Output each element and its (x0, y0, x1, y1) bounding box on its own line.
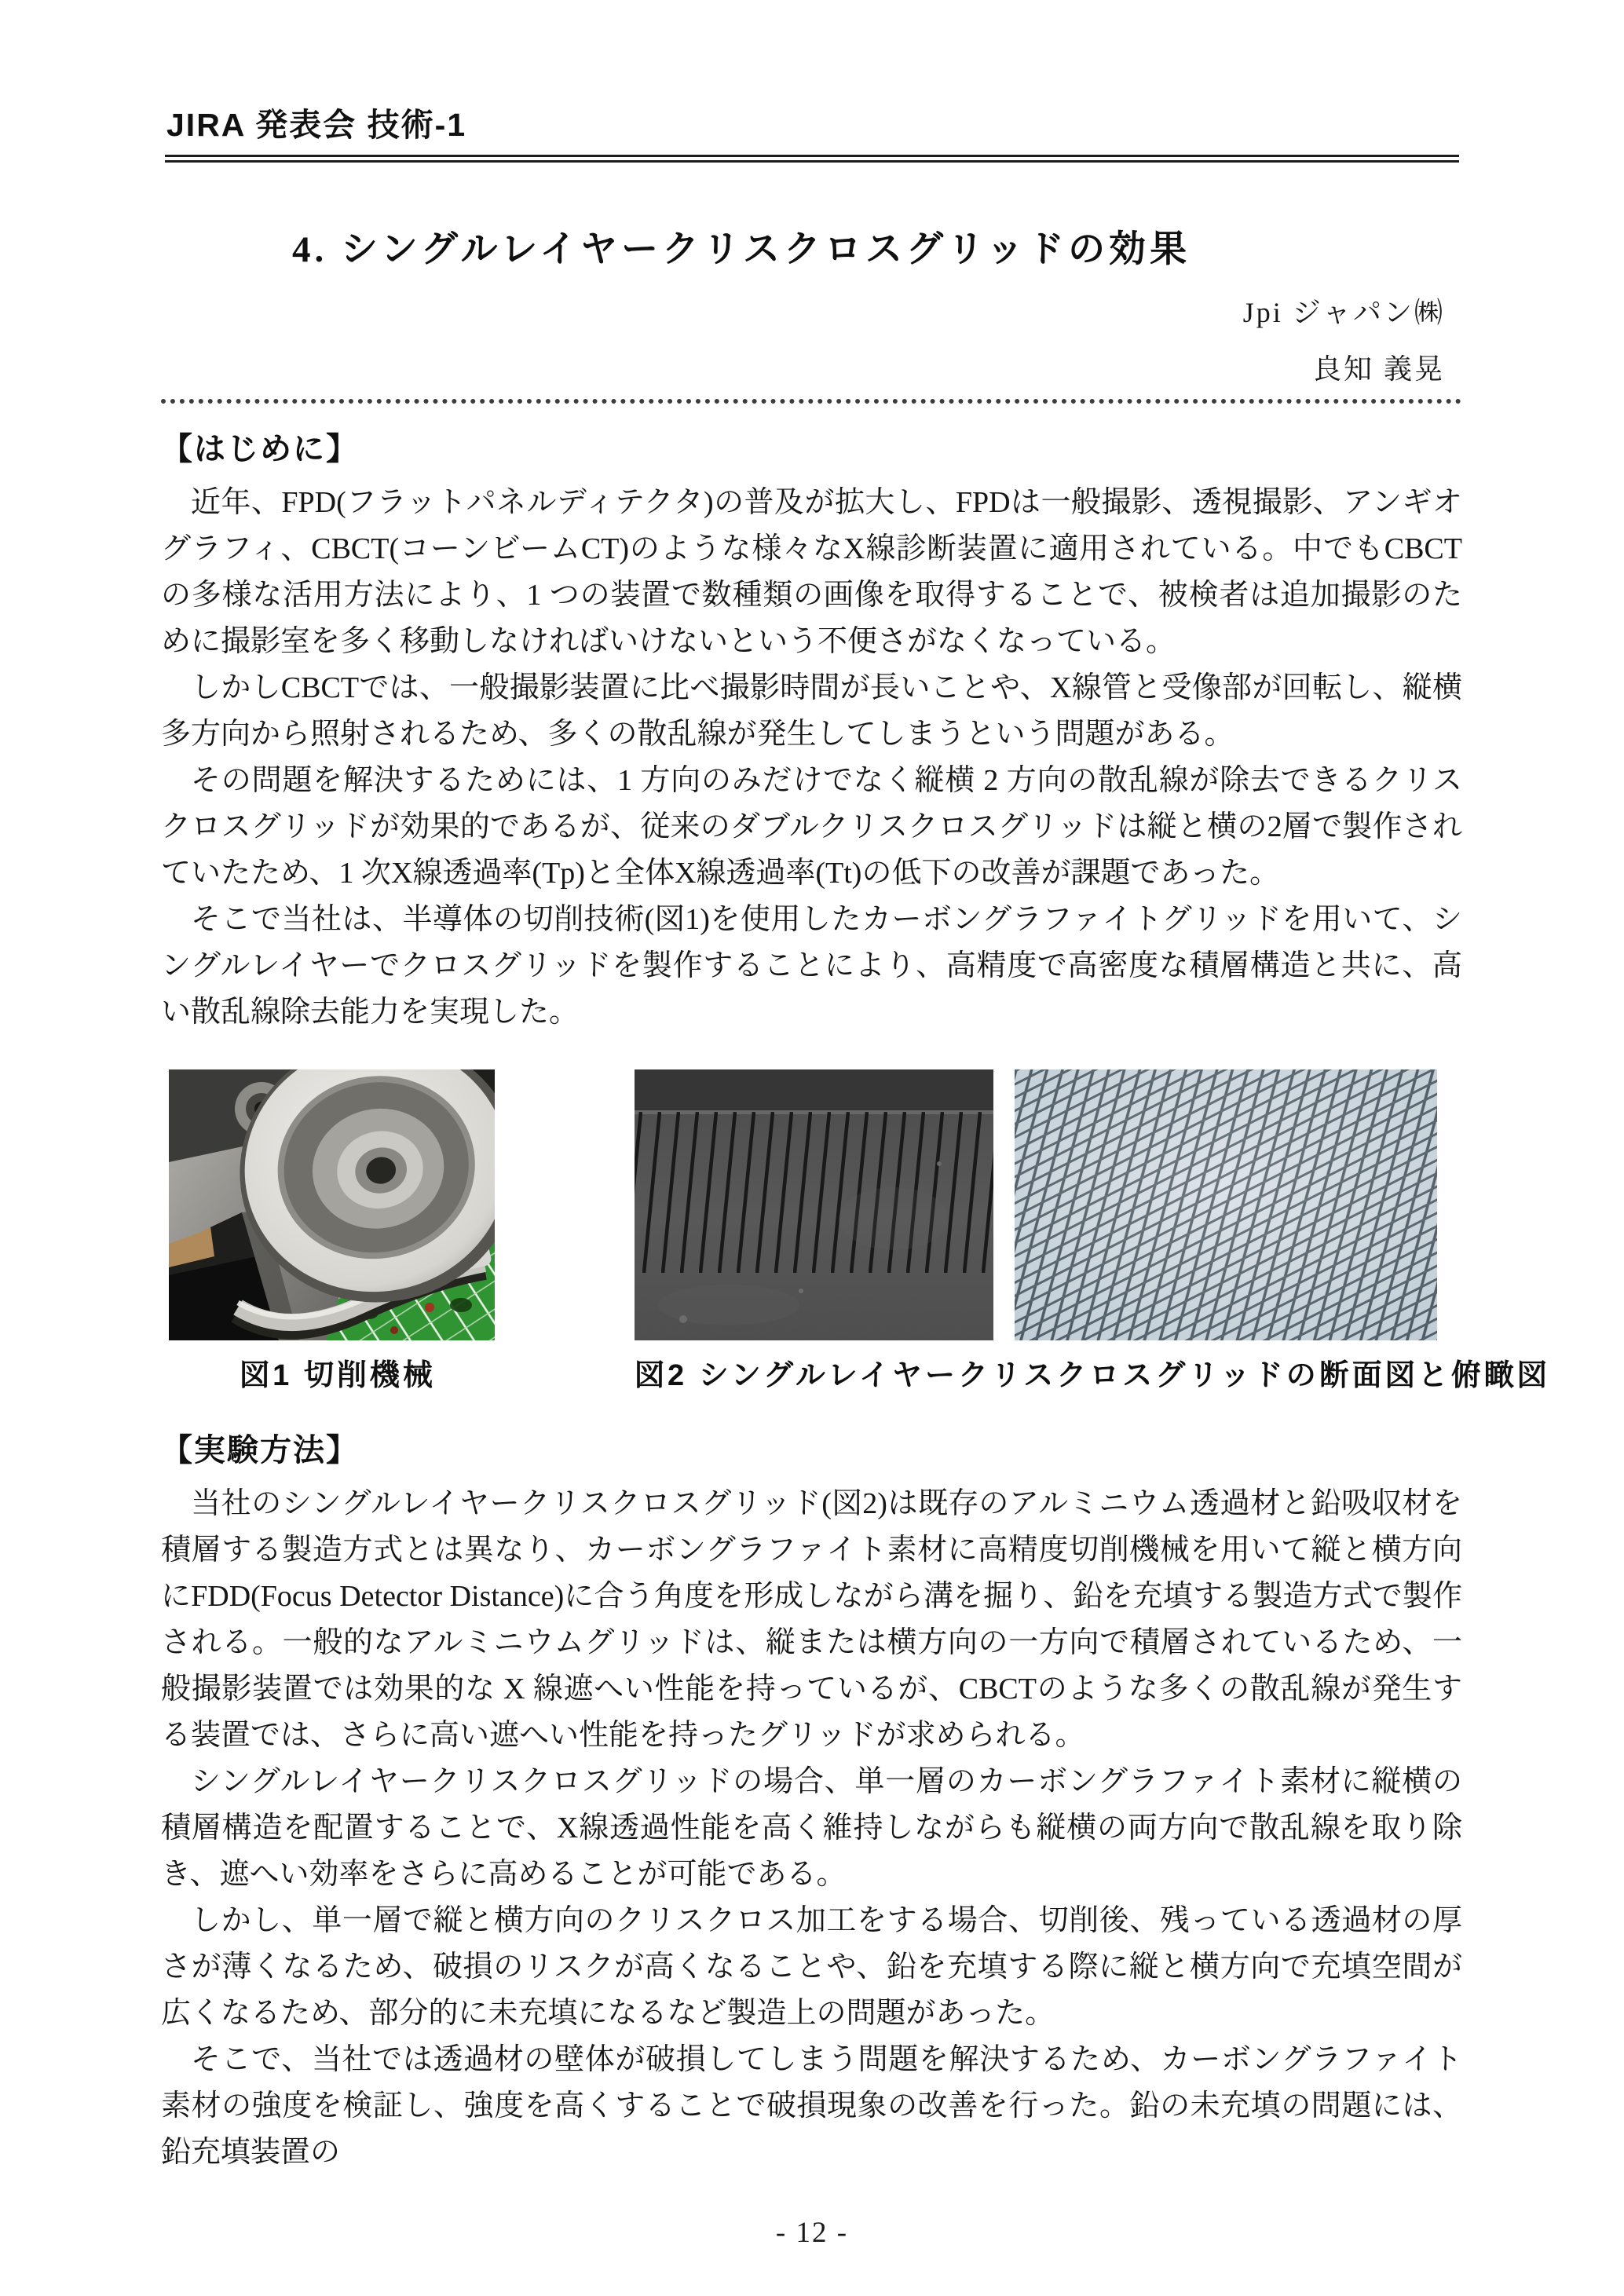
article-title: 4. シングルレイヤークリスクロスグリッドの効果 (292, 229, 1191, 270)
dotted-divider (161, 393, 1461, 404)
author-block (1243, 284, 1445, 397)
paragraph: しかしCBCTでは、一般撮影装置に比べ撮影時間が長いことや、X線管と受像部が回転し、縦横多方向から照射されるため、多くの散乱線が発生してしまうという問題がある。 (161, 671, 1462, 751)
section-heading-method: 【実験方法】 (161, 1433, 359, 1468)
page-number: - 12 - (775, 2217, 849, 2249)
paragraph: そこで、当社では透過材の壁体が破損してしまう問題を解決するため、カーボングラファイト素材の強度を検証し、強度を高くすることで破損現象の改善を行った。鉛の未充填の問題には、鉛充填装置の (161, 2043, 1462, 2169)
figure2-cross-section-photo (635, 1069, 993, 1340)
paragraph: その問題を解決するためには、1 方向のみだけでなく縦横 2 方向の散乱線が除去できるクリスクロスグリッドが効果的であるが、従来のダブルクリスクロスグリッドは縦と横の2層で製作されていたため、1 次X線透過率(Tp)と全体X線透過率(Tt)の低下の改善が課題であった。 (161, 764, 1462, 890)
section-introduction (161, 426, 1462, 1036)
paragraph: 近年、FPD(フラットパネルディテクタ)の普及が拡大し、FPDは一般撮影、透視撮影、アンギオグラフィ、CBCT(コーンビームCT)のような様々なX線診断装置に適用されている。中でもCBCTの多様な活用方法により、1 つの装置で数種類の画像を取得することで、被検者は追加撮影のために撮影室を多く移動しなければいけないという不便さがなくなっている。 (161, 486, 1462, 658)
section-method (161, 1428, 1462, 2176)
author-organization: Jpi ジャパン㈱ (1242, 297, 1445, 328)
page-header-label: JIRA 発表会 技術-1 (166, 107, 467, 143)
paragraph: シングルレイヤークリスクロスグリッドの場合、単一層のカーボングラファイト素材に縦横の積層構造を配置することで、X線透過性能を高く維持しながらも縦横の両方向で散乱線を取り除き、遮へい効率をさらに高めることが可能である。 (161, 1765, 1462, 1891)
section-heading-introduction: 【はじめに】 (161, 432, 359, 466)
author-name: 良知 義晃 (1312, 353, 1445, 385)
figure2-caption: 図2 シングルレイヤークリスクロスグリッドの断面図と俯瞰図 (635, 1359, 1550, 1392)
figure2-top-view-photo (1015, 1069, 1437, 1340)
paragraph: しかし、単一層で縦と横方向のクリスクロス加工をする場合、切削後、残っている透過材の厚さが薄くなるため、破損のリスクが高くなることや、鉛を充填する際に縦と横方向で充填空間が広くなるため、部分的に未充填になるなど製造上の問題があった。 (161, 1904, 1462, 2030)
figure1-cutting-machine-photo (169, 1069, 495, 1340)
figure1-caption: 図1 切削機械 (240, 1359, 436, 1392)
paragraph: 当社のシングルレイヤークリスクロスグリッド(図2)は既存のアルミニウム透過材と鉛吸収材を積層する製造方式とは異なり、カーボングラファイト素材に高精度切削機械を用いて縦と横方向にFDD(Focus Detector Distance)に合う角度を形成しながら溝を掘り、鉛を充填する製造方式で製作される。一般的なアルミニウムグリッドは、縦または横方向の一方向で積層されているため、一般撮影装置では効果的な X 線遮へい性能を持っているが、CBCTのような多くの散乱線が発生する装置では、さらに高い遮へい性能を持ったグリッドが求められる。 (161, 1487, 1462, 1752)
figure-row (169, 1069, 1462, 1340)
header-double-rule (165, 155, 1459, 163)
paragraph: そこで当社は、半導体の切削技術(図1)を使用したカーボングラファイトグリッドを用いて、シングルレイヤーでクロスグリッドを製作することにより、高精度で高密度な積層構造と共に、高い散乱線除去能力を実現した。 (161, 903, 1462, 1029)
